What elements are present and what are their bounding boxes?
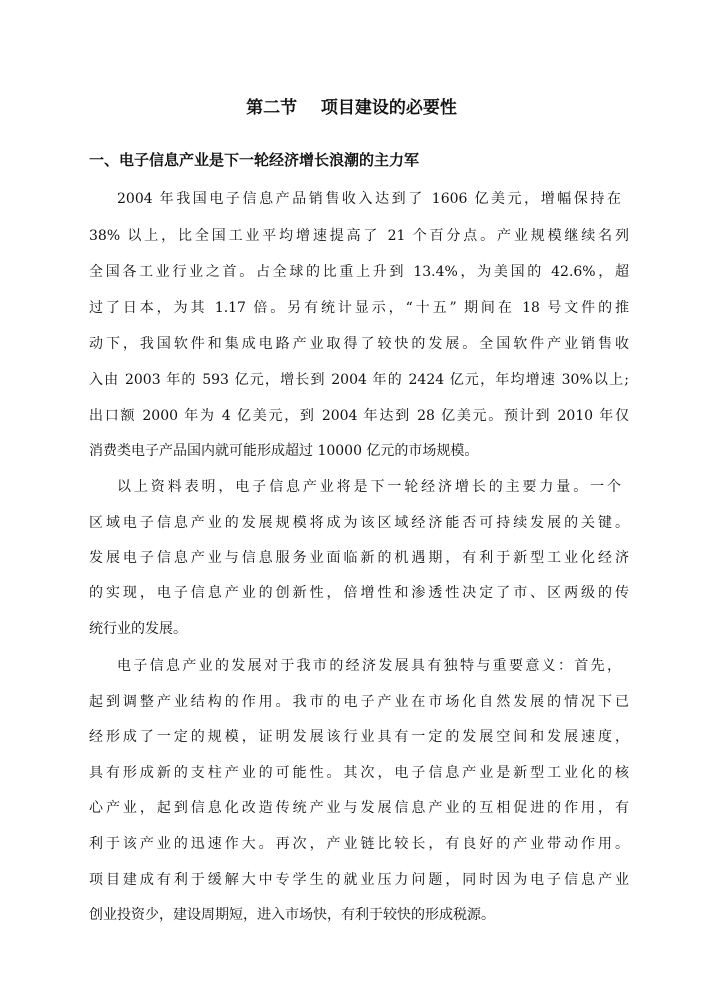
paragraph-1-line-7: 出口额 2000 年为 4 亿美元，到 2004 年达到 28 亿美元。预计到 2010 年仅 — [89, 408, 629, 424]
paragraph-1-line-3: 全国各工业行业之首。占全球的比重上升到 13.4%，为美国的 42.6%，超 — [89, 264, 629, 280]
section-title: 第二节 项目建设的必要性 — [246, 98, 457, 118]
paragraph-2-line-2: 区域电子信息产业的发展规模将成为该区域经济能否可持续发展的关键。 — [89, 515, 629, 531]
paragraph-3-line-4: 具有形成新的支柱产业的可能性。其次，电子信息产业是新型工业化的核 — [89, 765, 629, 781]
paragraph-1-line-2: 38% 以上，比全国工业平均增速提高了 21 个百分点。产业规模继续名列 — [89, 228, 629, 244]
section-heading: 一、电子信息产业是下一轮经济增长浪潮的主力军 — [89, 151, 420, 169]
paragraph-1-line-1: 2004 年我国电子信息产品销售收入达到了 1606 亿美元，增幅保持在 — [117, 191, 621, 207]
paragraph-3-line-2: 起到调整产业结构的作用。我市的电子产业在市场化自然发展的情况下已 — [89, 694, 629, 710]
paragraph-3-line-6: 利于该产业的迅速作大。再次，产业链比较长，有良好的产业带动作用。 — [89, 836, 629, 852]
paragraph-3-line-7: 项目建成有利于缓解大中专学生的就业压力问题，同时因为电子信息产业 — [89, 872, 629, 888]
paragraph-1-line-8: 消费类电子产品国内就可能形成超过 10000 亿元的市场规模。 — [89, 443, 479, 459]
paragraph-3-line-8: 创业投资少，建设周期短，进入市场快，有利于较快的形成税源。 — [89, 907, 495, 923]
paragraph-3-line-1: 电子信息产业的发展对于我市的经济发展具有独特与重要意义：首先， — [117, 658, 621, 674]
paragraph-2-line-1: 以上资料表明，电子信息产业将是下一轮经济增长的主要力量。一个 — [117, 479, 621, 495]
paragraph-1-line-5: 动下，我国软件和集成电路产业取得了较快的发展。全国软件产业销售收 — [89, 336, 629, 352]
paragraph-1-line-6: 入由 2003 年的 593 亿元，增长到 2004 年的 2424 亿元，年均增速 30%以上; — [89, 372, 629, 388]
paragraph-2-line-4: 的实现，电子信息产业的创新性，倍增性和渗透性决定了市、区两级的传 — [89, 585, 629, 601]
paragraph-1-line-4: 过了日本，为其 1.17 倍。另有统计显示，“十五” 期间在 18 号文件的推 — [89, 300, 629, 316]
paragraph-3-line-5: 心产业，起到信息化改造传统产业与发展信息产业的互相促进的作用，有 — [89, 800, 629, 816]
paragraph-3-line-3: 经形成了一定的规模，证明发展该行业具有一定的发展空间和发展速度， — [89, 729, 629, 745]
paragraph-2-line-5: 统行业的发展。 — [89, 621, 187, 637]
paragraph-2-line-3: 发展电子信息产业与信息服务业面临新的机遇期，有利于新型工业化经济 — [89, 550, 629, 566]
